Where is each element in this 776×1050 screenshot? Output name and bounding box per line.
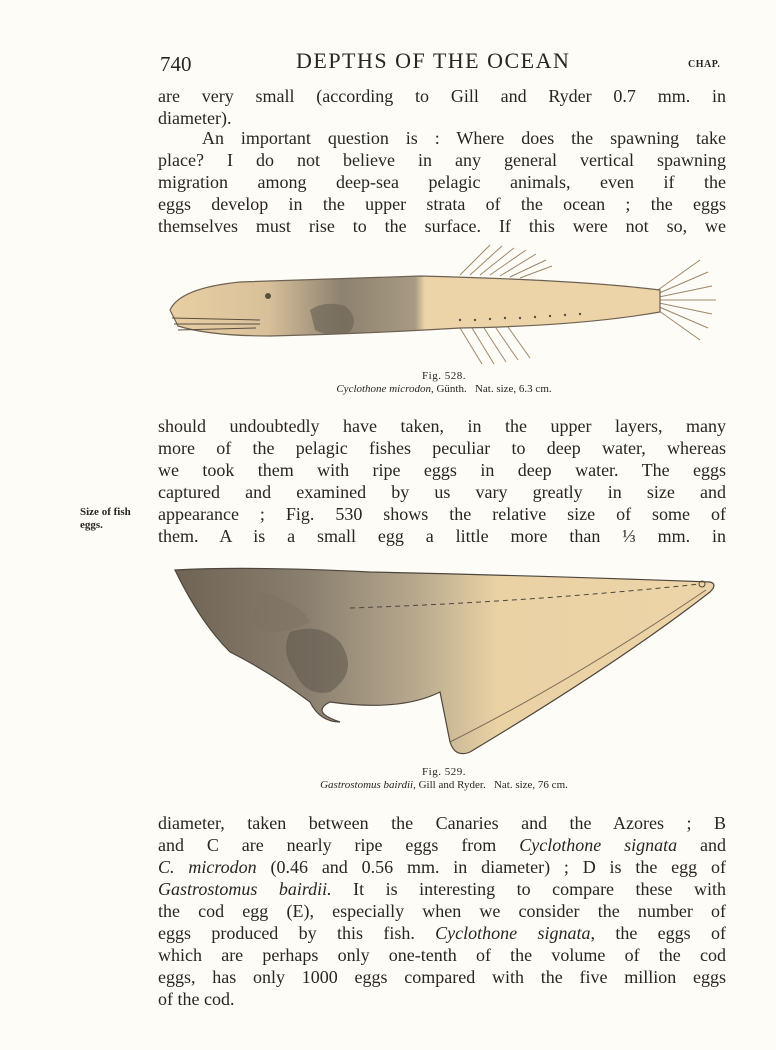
text-line: eggs develop in the upper strata of the ocean ; the eggs xyxy=(158,194,726,214)
caudal-fin xyxy=(655,260,716,340)
text-line: captured and examined by us vary greatly in size and xyxy=(158,482,726,502)
figure-number: Fig. 529. xyxy=(422,766,466,778)
page-number: 740 xyxy=(160,52,192,76)
text-line: more of the pelagic fishes peculiar to deep water, whereas xyxy=(158,438,726,458)
size-note: Nat. size, 6.3 cm. xyxy=(474,383,552,395)
chapter-mark: CHAP. xyxy=(688,59,721,70)
eye xyxy=(265,293,271,299)
author: , Günth. xyxy=(430,383,467,395)
species-name: Gastrostomus bairdii xyxy=(320,779,414,791)
text-line: C. microdon (0.46 and 0.56 mm. in diameter) ; D is the egg of xyxy=(158,857,726,877)
text-line: should undoubtedly have taken, in the upper layers, many xyxy=(158,416,726,436)
paragraph-1 xyxy=(158,85,726,129)
text-line: An important question is : Where does the spawning take xyxy=(202,128,726,148)
species-name: Cyclothone microdon xyxy=(336,383,431,395)
text-line: and C are nearly ripe eggs from Cyclothone signata and xyxy=(158,835,726,855)
dorsal-fin xyxy=(460,245,552,278)
text-line: diameter, taken between the Canaries and the Azores ; B xyxy=(158,813,726,833)
text-line: eggs produced by this fish. Cyclothone signata, the eggs of xyxy=(158,923,726,943)
size-note: Nat. size, 76 cm. xyxy=(493,779,568,791)
figure-description xyxy=(160,382,728,396)
paragraph-3 xyxy=(158,415,726,547)
text-line: them. A is a small egg a little more than ⅓ mm. in xyxy=(158,526,726,546)
margin-note xyxy=(80,506,150,532)
text-line: which are perhaps only one-tenth of the volume of the cod xyxy=(158,945,726,965)
running-title: DEPTHS OF THE OCEAN xyxy=(296,48,571,73)
text-line: eggs, has only 1000 eggs compared with the five million eggs xyxy=(158,967,726,987)
figure-529-caption xyxy=(160,766,728,792)
text-line: appearance ; Fig. 530 shows the relative size of some of xyxy=(158,504,726,524)
figure-528-caption xyxy=(160,370,728,396)
margin-note-line: Size of fish xyxy=(80,506,131,518)
text-line: Gastrostomus bairdii. It is interesting to compare these with xyxy=(158,879,726,899)
text-line: diameter). xyxy=(158,108,232,128)
paragraph-4 xyxy=(158,812,726,1010)
text-line: we took them with ripe eggs in deep water. The eggs xyxy=(158,460,726,480)
figure-529-illustration xyxy=(170,562,730,762)
text-line: migration among deep-sea pelagic animals, even if the xyxy=(158,172,726,192)
text-line: the cod egg (E), especially when we consider the number of xyxy=(158,901,726,921)
figure-528-illustration xyxy=(160,240,720,370)
paragraph-2 xyxy=(158,127,726,237)
figure-description xyxy=(160,778,728,792)
anal-fin xyxy=(460,327,530,364)
author: , Gill and Ryder. xyxy=(413,779,486,791)
text-line: place? I do not believe in any general vertical spawning xyxy=(158,150,726,170)
fish-body xyxy=(175,568,714,753)
figure-number: Fig. 528. xyxy=(422,370,466,382)
fish-body xyxy=(170,276,660,336)
text-line: themselves must rise to the surface. If this were not so, we xyxy=(158,216,726,236)
margin-note-line: eggs. xyxy=(80,519,103,531)
organ-patch xyxy=(310,304,354,335)
text-line: of the cod. xyxy=(158,989,235,1009)
text-line: are very small (according to Gill and Ryder 0.7 mm. in xyxy=(158,86,726,106)
